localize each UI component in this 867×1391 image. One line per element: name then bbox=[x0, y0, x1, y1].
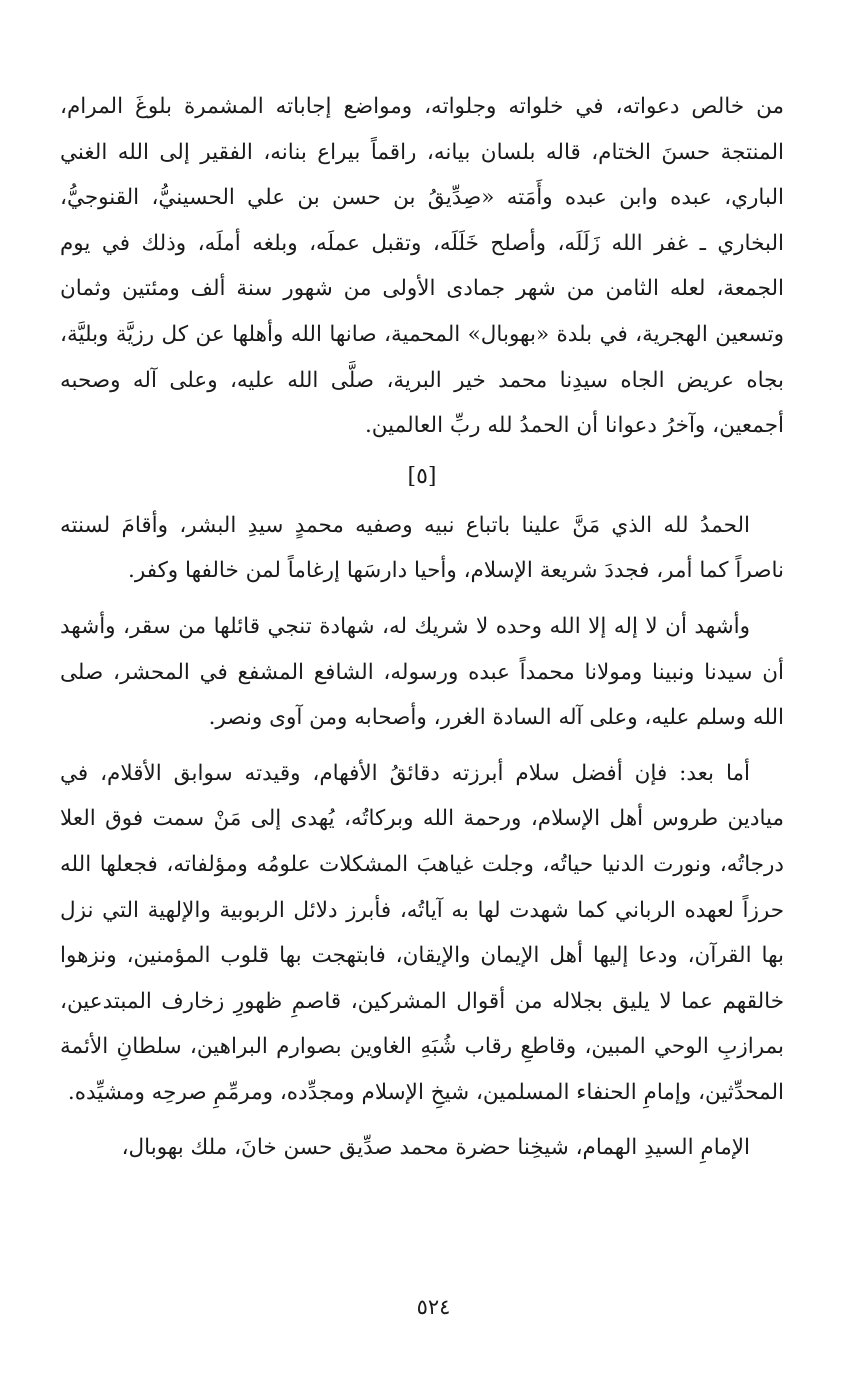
paragraph-gap bbox=[60, 594, 784, 604]
page-number: ٥٢٤ bbox=[416, 1295, 451, 1319]
paragraph-1: الحمدُ لله الذي مَنَّ علينا باتباع نبيه وصفيه محمدٍ سيدِ البشر، وأقامَ لسنته ناصراً كما أمر، فجددَ شريعة الإسلام، وأحيا دارسَها إرغاماً لمن خالفها وكفر. bbox=[60, 512, 784, 584]
section-number: [٥] bbox=[407, 463, 437, 489]
paragraph-4: الإمامِ السيدِ الهمام، شيخِنا حضرة محمد صدِّيق حسن خانَ، ملك بهوبال، bbox=[121, 1135, 750, 1161]
paragraph-gap bbox=[60, 1115, 784, 1125]
page-body bbox=[60, 84, 784, 1171]
paragraph-gap bbox=[60, 741, 784, 751]
paragraph-2: وأشهد أن لا إله إلا الله وحده لا شريك له، شهادة تنجي قائلها من سقر، وأشهد أن سيدنا ونبينا ومولانا محمداً عبده ورسوله، الشافع المشفع في المحشر، صلى الله وسلم عليه، وعلى آله السادة الغرر، وأصحابه ومن آوى ونصر. bbox=[60, 613, 784, 731]
paragraph-3: أما بعد: فإن أفضل سلام أبرزته دقائقُ الأفهام، وقيدته سوابق الأقلام، في ميادين طروس أهل الإسلام، ورحمة الله وبركاتُه، يُهدى إلى مَنْ سمت فوق العلا درجاتُه، ونورت الدنيا حياتُه، وجلت غياهبَ المشكلات علومُه ومؤلفاته، فجعلها الله حرزاً لعهده الرباني كما شهدت لها به آياتُه، فأبرز دلائل الربوبية والإلهية التي نزل بها القرآن، ودعا إليها أهل الإيمان والإيقان، فابتهجت بها قلوب المؤمنين، ونزهوا خالقهم عما لا يليق بجلاله من أقوال المشركين، قاصمِ ظهورِ زخارف المبتدعين، بمرازبِ الوحي المبين، وقاطعِ رقاب شُبَهِ الغاوين بصوارم البراهين، سلطانِ الأئمة المحدِّثين، وإمامِ الحنفاء المسلمين، شيخِ الإسلام ومجدِّده، ومرمِّمِ صرحِه ومشيِّده. bbox=[60, 760, 784, 1105]
continuation-paragraph: من خالص دعواته، في خلواته وجلواته، ومواضع إجاباته المشمرة بلوغَ المرام، المنتجة حسنَ الختام، قاله بلسان بيانه، راقماً بيراع بنانه، الفقير إلى الله الغني الباري، عبده وابن عبده وأَمَته «صِدِّيقُ بن حسن بن علي الحسينيُّ، القنوجيُّ، البخاري ـ غفر الله زَلَلَه، وأصلح خَلَلَه، وتقبل عملَه، وبلغه أملَه، وذلك في يوم الجمعة، لعله الثامن من شهر جمادى الأولى من شهور سنة ألف ومئتين وثمان وتسعين الهجرية، في بلدة «بهوبال» المحمية، صانها الله وأهلها عن كل رزيَّة وبليَّة، بجاه عريض الجاه سيدِنا محمد خير البرية، صلَّى الله عليه، وعلى آله وصحبه أجمعين، وآخرُ دعوانا أن الحمدُ لله ربِّ العالمين. bbox=[60, 94, 784, 439]
